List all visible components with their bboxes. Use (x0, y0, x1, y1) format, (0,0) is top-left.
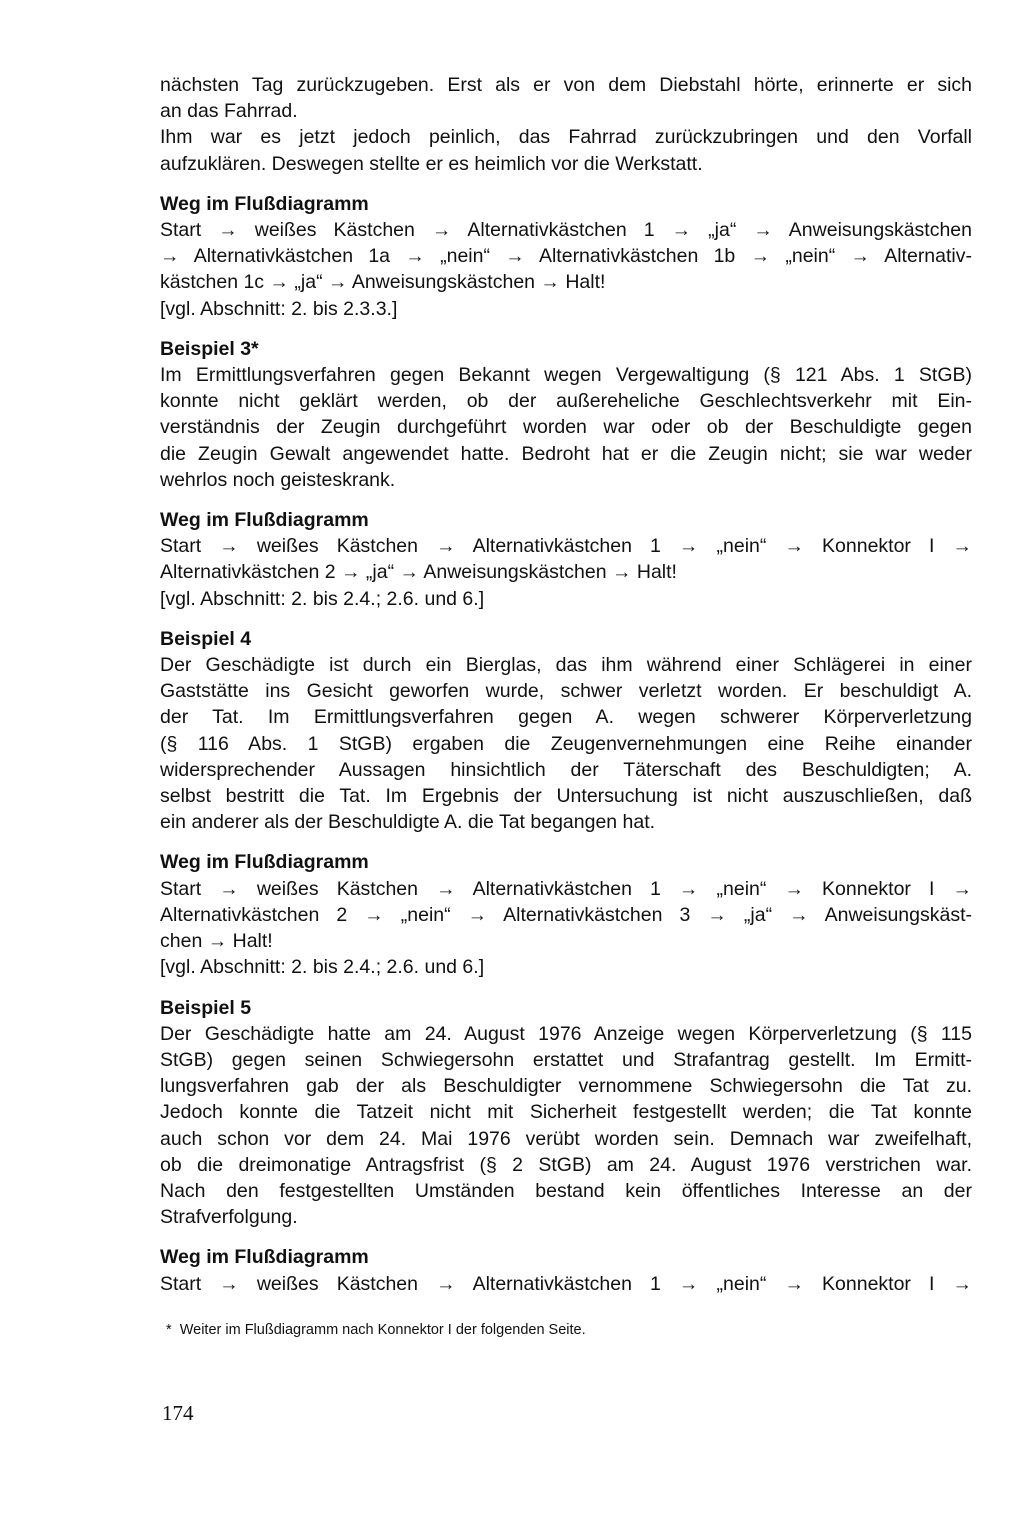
flow-path-section-4 (160, 849, 972, 980)
text-line: konnte nicht geklärt werden, ob der außereheliche Geschlechtsverkehr mit Ein- (160, 390, 972, 413)
section-heading: Weg im Flußdiagramm (160, 509, 369, 532)
section-heading: Weg im Flußdiagramm (160, 851, 369, 874)
text-line: (§ 116 Abs. 1 StGB) ergaben die Zeugenvernehmungen eine Reihe einander (160, 732, 972, 755)
text-line: Der Geschädigte hatte am 24. August 1976 Anzeige wegen Körperverletzung (§ 115 (160, 1022, 972, 1045)
text-line: aufzuklären. Deswegen stellte er es heimlich vor die Werkstatt. (160, 152, 703, 175)
section-heading: Weg im Flußdiagramm (160, 1246, 369, 1269)
text-line: Start → weißes Kästchen → Alternativkästchen 1 → „nein“ → Konnektor I → (160, 877, 972, 900)
page-number: 174 (162, 1401, 194, 1425)
text-line: StGB) gegen seinen Schwiegersohn erstattet und Strafantrag gestellt. Im Ermitt- (160, 1048, 972, 1071)
text-line: [vgl. Abschnitt: 2. bis 2.4.; 2.6. und 6.] (160, 587, 485, 610)
example-4-section (160, 626, 972, 836)
flow-path-section-5 (160, 1244, 972, 1296)
text-line: lungsverfahren gab der als Beschuldigter vernommene Schwiegersohn die Tat zu. (160, 1075, 972, 1098)
section-heading: Beispiel 4 (160, 627, 252, 650)
text-line: wehrlos noch geisteskrank. (160, 468, 396, 491)
text-line: chen → Halt! (160, 930, 273, 953)
text-line: Alternativkästchen 2 → „nein“ → Alternativkästchen 3 → „ja“ → Anweisungskäst- (160, 903, 972, 926)
intro-paragraph-1 (160, 72, 972, 124)
text-line: Gaststätte ins Gesicht geworfen wurde, schwer verletzt worden. Er beschuldigt A. (160, 680, 972, 703)
text-line: ob die dreimonatige Antragsfrist (§ 2 StGB) am 24. August 1976 verstrichen war. (160, 1153, 972, 1176)
text-line: die Zeugin Gewalt angewendet hatte. Bedroht hat er die Zeugin nicht; sie war weder (160, 442, 972, 465)
text-line: ein anderer als der Beschuldigte A. die Tat begangen hat. (160, 811, 656, 834)
text-line: an das Fahrrad. (160, 100, 298, 123)
page-body (160, 72, 972, 1297)
text-line: verständnis der Zeugin durchgeführt worden war oder ob der Beschuldigte gegen (160, 416, 972, 439)
footnote: * Weiter im Flußdiagramm nach Konnektor I der folgenden Seite. (166, 1322, 586, 1338)
text-line: [vgl. Abschnitt: 2. bis 2.3.3.] (160, 297, 398, 320)
text-line: Start → weißes Kästchen → Alternativkästchen 1 → „nein“ → Konnektor I → (160, 1272, 972, 1295)
example-5-section (160, 995, 972, 1231)
text-line: widersprechender Aussagen hinsichtlich der Täterschaft des Beschuldigten; A. (160, 758, 972, 781)
text-line: Nach den festgestellten Umständen bestand kein öffentliches Interesse an der (160, 1179, 972, 1202)
section-heading: Beispiel 5 (160, 996, 252, 1019)
text-line: der Tat. Im Ermittlungsverfahren gegen A. wegen schwerer Körperverletzung (160, 706, 972, 729)
text-line: Start → weißes Kästchen → Alternativkästchen 1 → „nein“ → Konnektor I → (160, 535, 972, 558)
text-line: Strafverfolgung. (160, 1206, 298, 1229)
text-line: kästchen 1c → „ja“ → Anweisungskästchen → Halt! (160, 271, 606, 294)
section-heading: Beispiel 3* (160, 337, 259, 360)
text-line: nächsten Tag zurückzugeben. Erst als er von dem Diebstahl hörte, erinnerte er sich (160, 74, 972, 96)
text-line: Alternativkästchen 2 → „ja“ → Anweisungskästchen → Halt! (160, 561, 677, 584)
text-line: selbst bestritt die Tat. Im Ergebnis der Untersuchung ist nicht auszuschließen, daß (160, 785, 972, 808)
text-line: [vgl. Abschnitt: 2. bis 2.4.; 2.6. und 6.] (160, 956, 485, 979)
text-line: Der Geschädigte ist durch ein Bierglas, das ihm während einer Schlägerei in einer (160, 654, 972, 677)
text-line: Im Ermittlungsverfahren gegen Bekannt wegen Vergewaltigung (§ 121 Abs. 1 StGB) (160, 364, 972, 387)
example-3-section (160, 336, 972, 493)
section-heading: Weg im Flußdiagramm (160, 192, 369, 215)
flow-path-section-1 (160, 191, 972, 322)
text-line: Start → weißes Kästchen → Alternativkästchen 1 → „ja“ → Anweisungskästchen (160, 219, 972, 242)
text-line: → Alternativkästchen 1a → „nein“ → Alternativkästchen 1b → „nein“ → Alternativ- (160, 245, 972, 268)
flow-path-section-3 (160, 507, 972, 612)
text-line: Ihm war es jetzt jedoch peinlich, das Fahrrad zurückzubringen und den Vorfall (160, 126, 972, 149)
text-line: Jedoch konnte die Tatzeit nicht mit Sicherheit festgestellt werden; die Tat konnte (160, 1101, 972, 1124)
intro-paragraph-2 (160, 124, 972, 176)
text-line: auch schon vor dem 24. Mai 1976 verübt worden sein. Demnach war zweifelhaft, (160, 1127, 972, 1150)
